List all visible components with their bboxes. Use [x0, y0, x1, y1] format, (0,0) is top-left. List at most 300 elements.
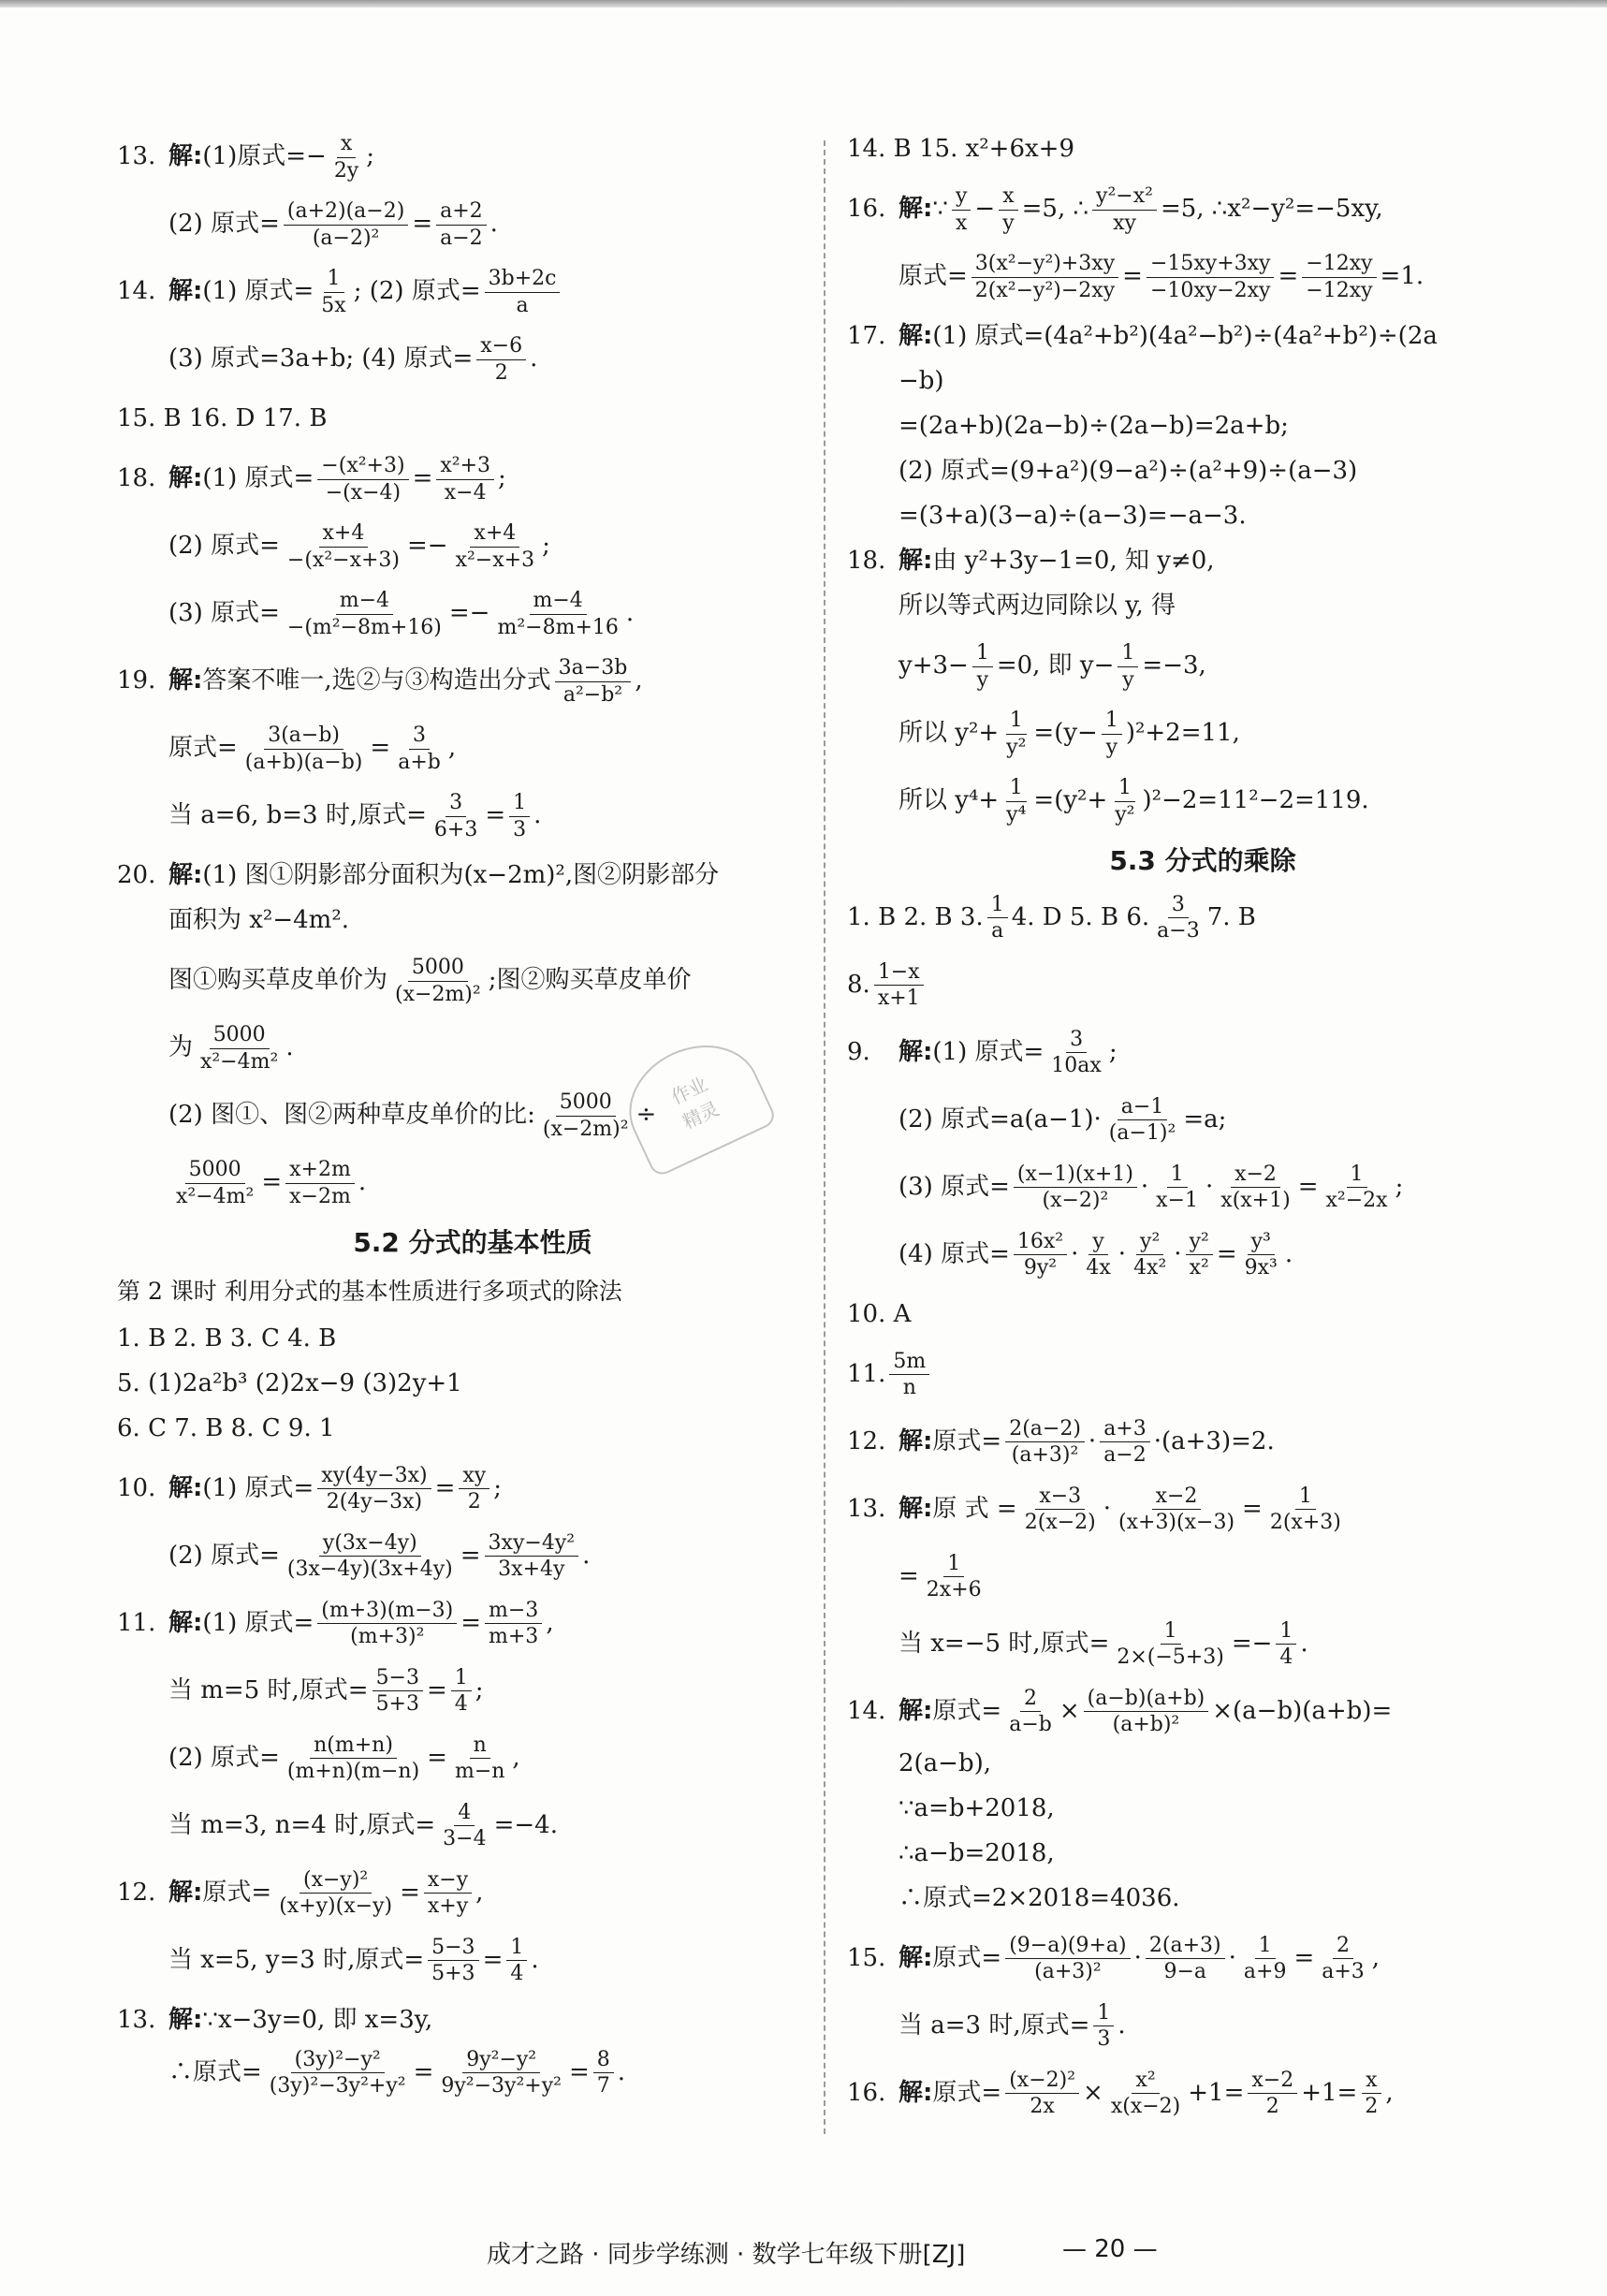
text: (2) 图①、图②两种草皮单价的比: [168, 1101, 535, 1130]
text: 当 x=−5 时,原式= [898, 1629, 1110, 1658]
text: . [530, 344, 538, 373]
fraction: $\frac{1}{2x+6}$ [926, 1551, 982, 1602]
fraction: $\frac{5000}{\text{x²−4m²}}$ [200, 1023, 279, 1074]
fraction: $\frac{\text{x²}}{x(x-2)}$ [1110, 2068, 1181, 2119]
fraction: $\frac{2(a-2)}{\text{(a+3)²}}$ [1005, 1416, 1085, 1469]
problem-number: 18. [847, 547, 886, 576]
answer-line [847, 1746, 1558, 1783]
fraction: $\frac{(x-1)(x+1)}{\text{(x−2)²}}$ [1014, 1162, 1137, 1214]
fraction: $\frac{3(a-b)}{(a+b)(a-b)}$ [244, 724, 363, 774]
fraction: $\frac{5-3}{5+3}$ [428, 1935, 478, 1987]
text: 所以 y⁴+ [898, 786, 1000, 815]
text: −b) [898, 367, 944, 396]
text: · [1228, 1943, 1236, 1972]
answer-line [847, 775, 1558, 827]
text: 由 y²+3y−1=0, 知 y≠0, [932, 547, 1215, 576]
text: 8. [847, 970, 870, 999]
text: = [370, 734, 391, 763]
text: (1) 原式= [202, 1608, 314, 1637]
text: (1) 原式=(4a²+b²)(4a²−b²)÷(4a²+b²)÷(2a [932, 322, 1438, 351]
lesson-subheading [117, 1274, 828, 1311]
answer-line [847, 588, 1558, 625]
fraction: $\frac{5000}{\text{(x−2m)²}}$ [395, 956, 481, 1006]
text: 所以等式两边同除以 y, 得 [898, 592, 1176, 621]
fraction: $\frac{x-2}{2}$ [1248, 2068, 1297, 2120]
fraction: $\frac{y}{4x}$ [1086, 1229, 1111, 1280]
problem-number: 16. [847, 2078, 886, 2107]
fraction: $\frac{\text{9y²−y²}}{\text{9y²−3y²+y²}}$ [441, 2047, 562, 2099]
text: = [1297, 1172, 1319, 1201]
text: (2) 原式= [168, 1743, 280, 1772]
fraction: $\frac{x}{2y}$ [333, 132, 359, 183]
text: (1) 原式= [202, 277, 314, 306]
answer-line [847, 959, 1558, 1012]
text: (2) 原式=(9+a²)(9−a²)÷(a²+9)÷(a−3) [898, 457, 1358, 486]
answer-line [117, 955, 828, 1007]
solution-label: 解: [898, 1696, 933, 1725]
text: , [475, 1878, 484, 1907]
text: − [974, 195, 996, 224]
answer-line [117, 1321, 828, 1358]
text: ∵a=b+2018, [898, 1793, 1055, 1822]
fraction: $\frac{x-2}{x(x+1)}$ [1220, 1162, 1291, 1213]
text: ∴a−b=2018, [898, 1838, 1055, 1867]
section-title: 5.3 分式的乘除 [1109, 845, 1296, 876]
fraction: $\frac{\text{y²}}{\text{x²}}$ [1186, 1229, 1213, 1281]
fraction: $\frac{8}{7}$ [593, 2047, 614, 2099]
problem-number: 14. [847, 1696, 886, 1725]
fraction: $\frac{x}{y}$ [999, 183, 1017, 236]
text: 为 [168, 1033, 194, 1062]
problem-number: 10. [117, 1473, 156, 1502]
answer-line [117, 1935, 828, 1987]
answer-line [847, 640, 1558, 693]
fraction: $\frac{1}{4}$ [1276, 1618, 1296, 1671]
fraction: $\frac{n(m+n)}{(m+n)(m-n)}$ [286, 1733, 420, 1784]
text: ; [493, 1473, 502, 1502]
text: 当 a=6, b=3 时,原式= [168, 801, 427, 830]
answer-line [847, 183, 1558, 236]
text: =1. [1380, 262, 1424, 291]
fraction: $\frac{a-1}{\text{(a−1)²}}$ [1108, 1094, 1176, 1146]
text: )²−2=11²−2=119. [1142, 786, 1369, 815]
answer-line [117, 1800, 828, 1852]
fraction: $\frac{5m}{n}$ [889, 1349, 929, 1401]
answer-line [117, 1530, 828, 1583]
answer-line [117, 1411, 828, 1448]
answer-line [847, 1229, 1558, 1281]
problem-number: 13. [117, 142, 156, 171]
text: · [1071, 1239, 1079, 1268]
text: y+3− [898, 651, 969, 680]
fraction: $\frac{m-4}{\text{m²−8m+16}}$ [497, 589, 619, 639]
problem-number: 14. [117, 277, 156, 306]
text: = [400, 1878, 420, 1907]
text: 当 m=5 时,原式= [168, 1675, 369, 1704]
text: 当 x=5, y=3 时,原式= [168, 1945, 425, 1974]
answer-line [847, 1349, 1558, 1401]
text: =− [407, 532, 448, 561]
text: ∵x−3y=0, 即 x=3y, [202, 2005, 433, 2034]
answer-line [117, 655, 828, 708]
fraction: $\frac{1}{\text{y²}}$ [1115, 776, 1135, 826]
text: +1= [1301, 2078, 1358, 2107]
text: = [413, 2057, 434, 2086]
text: . [1284, 1239, 1293, 1268]
fraction: $\frac{y(3x-4y)}{(3x-4y)(3x+4y)}$ [286, 1530, 453, 1582]
fraction: $\frac{-12xy}{-12xy}$ [1302, 251, 1376, 303]
text: (2) 原式= [168, 1541, 280, 1570]
answer-line [847, 318, 1558, 356]
answer-line [847, 498, 1558, 535]
fraction: $\frac{3}{a-3}$ [1157, 892, 1200, 943]
answer-line [117, 266, 828, 318]
text: ×(a−b)(a+b)= [1212, 1696, 1393, 1725]
fraction: $\frac{2(a+3)}{9-a}$ [1146, 1933, 1225, 1985]
solution-label: 解: [168, 277, 203, 306]
answer-line [847, 1484, 1558, 1536]
fraction: $\frac{1}{y}$ [1102, 708, 1122, 760]
section-heading [847, 842, 1558, 881]
text: ·(a+3)=2. [1153, 1426, 1275, 1455]
answer-line [847, 2000, 1558, 2053]
fraction: $\frac{y}{x}$ [952, 183, 971, 236]
answer-line [117, 1090, 828, 1142]
text: 图①购买草皮单价为 [168, 966, 388, 995]
fraction: $\frac{x+4}{\text{−(x²−x+3)}}$ [286, 521, 400, 572]
text: = [460, 1608, 482, 1637]
problem-number: 9. [847, 1037, 870, 1066]
text: +1= [1188, 2078, 1245, 2107]
fraction: $\frac{1}{3}$ [1093, 2000, 1114, 2053]
text: =−4. [493, 1810, 558, 1839]
answer-line [847, 1296, 1558, 1334]
problem-number: 18. [117, 464, 156, 493]
text: (1) 原式= [202, 464, 314, 493]
problem-number: 12. [847, 1426, 886, 1455]
text: 原 式 = [932, 1494, 1017, 1523]
fraction: $\frac{x-2}{(x+3)(x-3)}$ [1118, 1484, 1235, 1535]
text: ; [542, 532, 550, 561]
answer-line [117, 1463, 828, 1515]
text: 15. B 16. D 17. B [117, 404, 328, 433]
text: 答案不唯一,选②与③构造出分式 [202, 666, 551, 695]
text: ; (2) 原式= [353, 277, 481, 306]
fraction: $\frac{x+4}{\text{x²−x+3}}$ [455, 521, 535, 572]
fraction: $\frac{(m+3)(m-3)}{\text{(m+3)²}}$ [317, 1598, 457, 1650]
fraction: $\frac{\text{(x−y)²}}{(x+y)(x-y)}$ [279, 1867, 393, 1919]
text: =a; [1183, 1104, 1227, 1133]
text: = [898, 1561, 919, 1590]
scan-top-edge [0, 0, 1607, 7]
text: . [617, 2057, 626, 2086]
text: 原式= [202, 1878, 272, 1907]
fraction: $\frac{xy(4y-3x)}{2(4y-3x)}$ [317, 1463, 431, 1515]
solution-label: 解: [898, 1426, 933, 1455]
answer-line [117, 2047, 828, 2099]
answer-line [117, 131, 828, 183]
text: . [582, 1541, 591, 1570]
problem-number: 13. [847, 1494, 886, 1523]
solution-label: 解: [168, 861, 203, 890]
fraction: $\frac{4}{3-4}$ [443, 1800, 487, 1851]
solution-label: 解: [898, 1943, 933, 1972]
text: = [412, 210, 433, 239]
text: = [1278, 262, 1299, 291]
text: 14. B 15. x²+6x+9 [847, 135, 1075, 164]
fraction: $\frac{m-3}{m+3}$ [485, 1598, 542, 1650]
fraction: $\frac{3}{a+b}$ [398, 724, 441, 774]
answer-line [847, 543, 1558, 580]
fraction: $\frac{2}{a-b}$ [1009, 1686, 1052, 1737]
fraction: $\frac{\text{y³}}{\text{9x³}}$ [1244, 1229, 1278, 1280]
text: =(3+a)(3−a)÷(a−3)=−a−3. [898, 502, 1247, 531]
fraction: $\frac{\text{x²+3}}{x-4}$ [436, 453, 494, 505]
answer-line [117, 790, 828, 842]
answer-line [117, 723, 828, 775]
fraction: $\frac{3}{10ax}$ [1051, 1027, 1102, 1078]
answer-line [117, 520, 828, 573]
right-column [847, 131, 1558, 2135]
text: · [1103, 1494, 1112, 1523]
text: 原式= [898, 262, 968, 291]
text: = [1216, 1239, 1237, 1268]
answer-line [847, 1618, 1558, 1671]
fraction: $\frac{1}{4}$ [506, 1935, 527, 1987]
text: (1) 图①阴影部分面积为(x−2m)²,图②阴影部分 [202, 861, 720, 890]
text: = [434, 1473, 456, 1502]
text: · [1088, 1426, 1097, 1455]
fraction: $\frac{\text{3xy−4y²}}{3x+4y}$ [485, 1530, 579, 1583]
answer-line [117, 401, 828, 438]
fraction: $\frac{\text{y²−x²}}{xy}$ [1092, 183, 1157, 236]
fraction: $\frac{2}{a+3}$ [1322, 1933, 1365, 1984]
text: 面积为 x²−4m². [168, 906, 350, 935]
fraction: $\frac{(a-b)(a+b)}{\text{(a+b)²}}$ [1084, 1686, 1209, 1738]
fraction: $\frac{5000}{\text{(x−2m)²}}$ [542, 1090, 629, 1141]
text: . [533, 801, 542, 830]
answer-line [847, 363, 1558, 401]
text: ∵ [932, 195, 948, 224]
solution-label: 解: [168, 1473, 203, 1502]
fraction: $\frac{x-6}{2}$ [476, 333, 526, 386]
answer-line [847, 1027, 1558, 1079]
text: ; [1395, 1172, 1404, 1201]
text: · [1118, 1239, 1127, 1268]
solution-label: 解: [168, 1608, 203, 1637]
text: 原式= [932, 1943, 1002, 1972]
solution-label: 解: [168, 1878, 203, 1907]
text: . [625, 599, 635, 628]
solution-label: 解: [898, 1494, 933, 1523]
fraction: $\frac{1}{a+9}$ [1243, 1933, 1287, 1984]
text: , [635, 666, 643, 695]
text: (2) 原式= [168, 210, 280, 239]
answer-line [117, 333, 828, 386]
text: = [568, 2057, 590, 2086]
answer-line [117, 588, 828, 640]
text: = [485, 801, 506, 830]
text: , [447, 734, 457, 763]
answer-line [847, 453, 1558, 490]
text: · [1133, 1943, 1142, 1972]
text: ; [475, 1675, 484, 1704]
text: 5. (1)2a²b³ (2)2x−9 (3)2y+1 [117, 1368, 462, 1397]
fraction: $\frac{5000}{\text{x²−4m²}}$ [176, 1158, 255, 1208]
fraction: $\frac{\text{−(x²+3)}}{-(x-4)}$ [317, 453, 408, 505]
text: . [358, 1168, 367, 1197]
fraction: $\frac{1}{4}$ [451, 1665, 472, 1718]
fraction: $\frac{1}{\text{x²−2x}}$ [1325, 1162, 1388, 1213]
section-heading [117, 1224, 828, 1263]
lesson-title: 第 2 课时 利用分式的基本性质进行多项式的除法 [117, 1278, 622, 1306]
answer-line [847, 708, 1558, 760]
solution-label: 解: [898, 322, 933, 351]
fraction: $\frac{1}{y}$ [1118, 640, 1138, 693]
fraction: $\frac{1}{5x}$ [321, 267, 346, 317]
text: 当 m=3, n=4 时,原式= [168, 1810, 436, 1839]
fraction: $\frac{1}{2\times(-5+3)}$ [1117, 1618, 1224, 1670]
text: =− [1231, 1629, 1273, 1658]
fraction: $\frac{\text{(3y)²−y²}}{\text{(3y)²−3y²+y²}}$ [269, 2047, 406, 2099]
answer-line [847, 131, 1558, 168]
text: . [1300, 1629, 1308, 1658]
fraction: $\frac{x+2m}{x-2m}$ [285, 1157, 355, 1209]
solution-label: 解: [168, 666, 203, 695]
text: 4. D 5. B 6. [1011, 902, 1150, 931]
fraction: $\frac{1}{2(x+3)}$ [1269, 1484, 1341, 1535]
text: · [1205, 1172, 1214, 1201]
problem-number: 17. [847, 322, 886, 351]
fraction: $\frac{(9-a)(9+a)}{\text{(a+3)²}}$ [1005, 1933, 1130, 1985]
text: (2) 原式=a(a−1)· [898, 1104, 1102, 1133]
text: · [1174, 1239, 1182, 1268]
text: . [531, 1945, 539, 1974]
text: ∴原式=2×2018=4036. [898, 1883, 1180, 1912]
fraction: $\frac{(a+2)(a-2)}{\text{(a−2)²}}$ [284, 198, 408, 251]
fraction: $\frac{\text{(x−2)²}}{2x}$ [1005, 2068, 1079, 2120]
text: =0, 即 y− [996, 651, 1115, 680]
text: 原式= [932, 1696, 1002, 1725]
text: = [412, 464, 433, 493]
solution-label: 解: [898, 1037, 933, 1066]
answer-line [117, 1022, 828, 1075]
answer-line [847, 1094, 1558, 1147]
solution-label: 解: [898, 547, 933, 576]
solution-label: 解: [898, 195, 933, 224]
text: =5, ∴ [1021, 195, 1089, 224]
problem-number: 16. [847, 195, 886, 224]
fraction: $\frac{3a-3b}{\text{a²−b²}}$ [555, 655, 632, 708]
answer-line [847, 1416, 1558, 1469]
fraction: $\frac{1}{y}$ [972, 640, 993, 693]
answer-line [847, 1835, 1558, 1873]
answer-line [117, 1665, 828, 1718]
solution-label: 解: [168, 142, 203, 171]
stamp-line-2: 精灵 [679, 1097, 723, 1133]
answer-line [847, 1880, 1558, 1918]
text: (3) 原式= [168, 599, 280, 628]
problem-number: 12. [117, 1878, 156, 1907]
answer-line [117, 453, 828, 505]
fraction: $\frac{x-y}{x+y}$ [424, 1867, 472, 1920]
text: 1. B 2. B 3. [847, 902, 984, 931]
answer-line [847, 1551, 1558, 1603]
problem-number: 20. [117, 861, 156, 890]
left-column [117, 131, 828, 2114]
text: (3) 原式= [898, 1172, 1010, 1201]
footer-book-title: 成才之路 · 同步学练测 · 数学七年级下册[ZJ] [487, 2241, 966, 2269]
answer-line [117, 2002, 828, 2040]
text: =(y²+ [1033, 786, 1108, 815]
text: = [427, 1743, 447, 1772]
text: . [285, 1033, 294, 1062]
text: 10. A [847, 1299, 912, 1328]
text: = [482, 1945, 504, 1974]
fraction: $\frac{n}{m-n}$ [454, 1733, 505, 1784]
text: (1) 原式= [932, 1037, 1045, 1066]
fraction: $\frac{1}{\text{y²}}$ [1006, 709, 1027, 759]
fraction: $\frac{1}{3}$ [509, 790, 530, 842]
fraction: $\frac{3}{6+3}$ [433, 791, 478, 841]
text: (4) 原式= [898, 1239, 1010, 1268]
fraction: $\frac{\text{16x²}}{\text{9y²}}$ [1014, 1229, 1067, 1281]
fraction: $\frac{3b+2c}{a}$ [485, 266, 561, 318]
text: × [1083, 2078, 1103, 2107]
fraction: $\frac{a+2}{a-2}$ [436, 198, 487, 251]
section-title: 5.2 分式的基本性质 [353, 1227, 592, 1258]
answer-line [847, 408, 1558, 446]
text: (3) 原式=3a+b; (4) 原式= [168, 344, 474, 373]
solution-label: 解: [168, 2005, 203, 2034]
text: ÷ [635, 1101, 657, 1130]
text: =−3, [1142, 651, 1206, 680]
text: · [1140, 1172, 1149, 1201]
text: , [512, 1743, 520, 1772]
answer-line [847, 1933, 1558, 1985]
text: ; [498, 464, 506, 493]
text: 11. [847, 1359, 886, 1388]
fraction: $\frac{1}{\text{y⁴}}$ [1006, 776, 1027, 826]
fraction: $\frac{1-x}{x+1}$ [874, 959, 924, 1012]
fraction: $\frac{5-3}{5+3}$ [373, 1665, 423, 1718]
answer-line [847, 1791, 1558, 1828]
answer-line [117, 1366, 828, 1403]
text: 当 a=3 时,原式= [898, 2011, 1090, 2040]
text: 1. B 2. B 3. C 4. B [117, 1323, 337, 1353]
text: = [427, 1675, 447, 1704]
answer-line [847, 251, 1558, 303]
fraction: $\frac{x}{2}$ [1361, 2068, 1381, 2120]
text: . [489, 210, 498, 239]
problem-number: 15. [847, 1943, 886, 1972]
text: = [460, 1541, 481, 1570]
answer-line [117, 1157, 828, 1209]
text: = [1293, 1943, 1315, 1972]
answer-line [117, 198, 828, 251]
text: =(y− [1033, 719, 1098, 748]
text: , [1371, 1943, 1381, 1972]
answer-line [117, 1598, 828, 1650]
fraction: $\frac{x-3}{2(x-2)}$ [1024, 1484, 1096, 1535]
text: 6. C 7. B 8. C 9. 1 [117, 1413, 335, 1442]
stamp-line-1: 作业 [667, 1072, 711, 1109]
answer-line [847, 2068, 1558, 2120]
text: )²+2=11, [1125, 719, 1240, 748]
text: =− [448, 599, 490, 628]
text: ∴原式= [168, 2057, 262, 2086]
answer-line [847, 892, 1558, 944]
